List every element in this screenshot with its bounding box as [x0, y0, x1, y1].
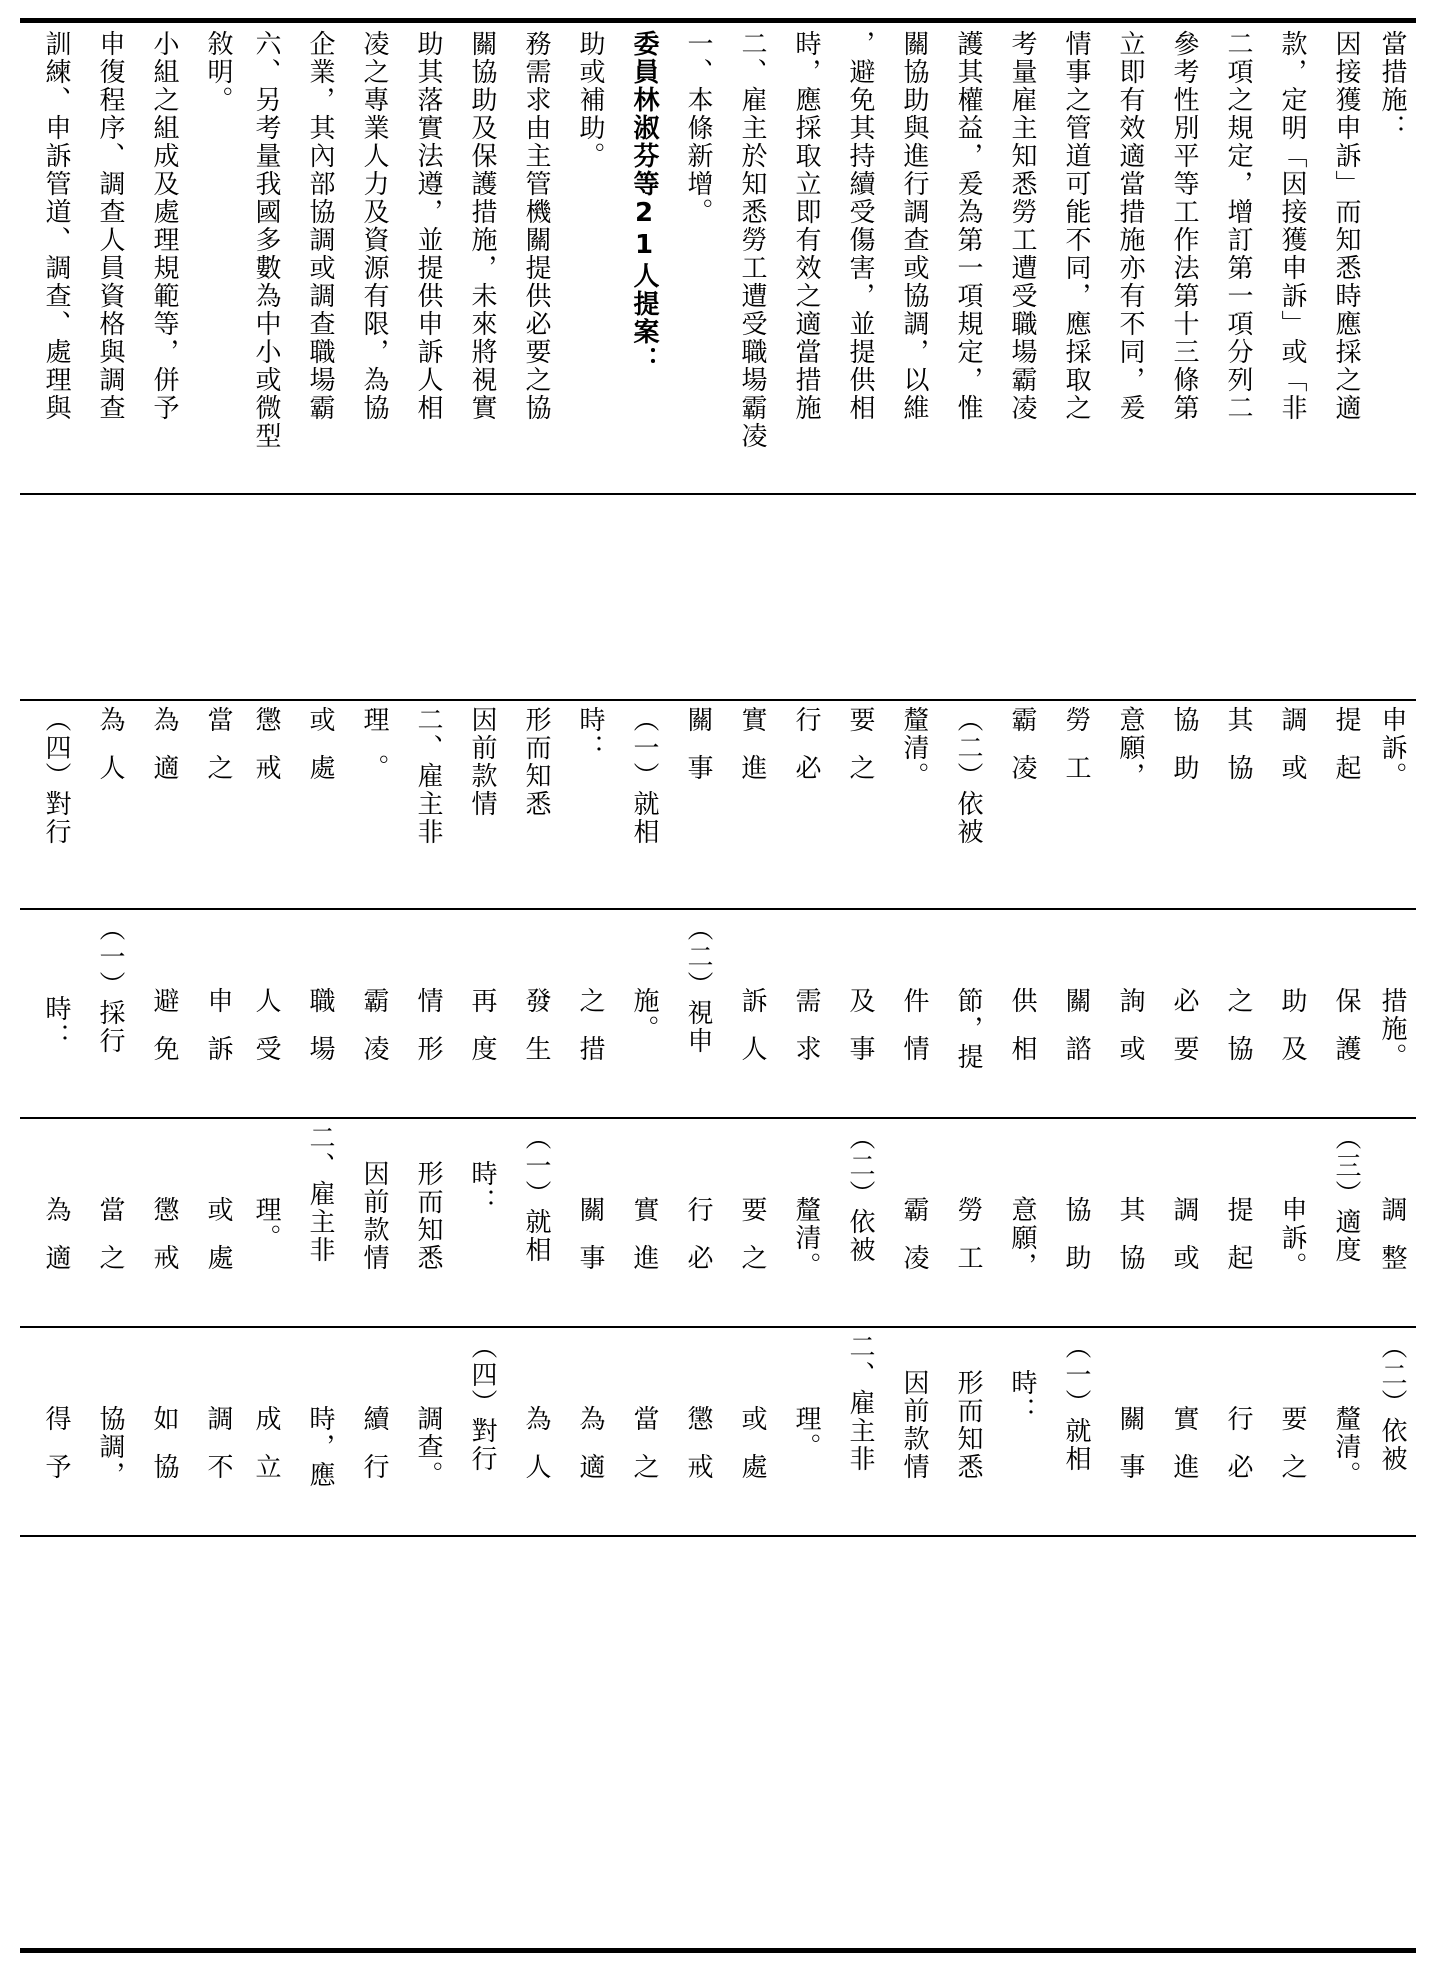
text-line: 發生: [521, 987, 551, 1083]
text-line: 措施。: [1377, 987, 1407, 1071]
text-line: 要之: [845, 706, 875, 802]
text-line: 之措: [575, 987, 605, 1083]
text-line: 申訴。: [1277, 1196, 1307, 1280]
text-line: 節，提: [953, 987, 983, 1071]
text-line: 六、另考量我國多數為中小或微型: [251, 30, 281, 450]
text-line: 勞工: [1061, 706, 1091, 802]
text-line: 關協助與進行調查或協調，以維: [899, 30, 929, 422]
text-line: 時，應: [305, 1405, 335, 1489]
text-line: （二）依被: [953, 706, 983, 846]
text-line: 二項之規定，增訂第一項分列二: [1223, 30, 1253, 422]
text-line: 情形: [413, 987, 443, 1083]
text-line: 協助: [1169, 706, 1199, 802]
text-line: 實進: [737, 706, 767, 802]
article-block-2: [20, 706, 1416, 896]
text-line: 關事: [575, 1196, 605, 1292]
text-line: 避免: [149, 987, 179, 1083]
text-line: 霸凌: [899, 1196, 929, 1292]
text-line: 如協: [149, 1405, 179, 1501]
proposal-heading: 委員林淑芬等21人提案：: [629, 30, 659, 374]
text-line: 或處: [203, 1196, 233, 1292]
text-line: （一）就相: [1061, 1333, 1091, 1473]
text-line: （二）依被: [1377, 1333, 1407, 1473]
text-line: 提起: [1331, 706, 1361, 802]
text-line: 時，應採取立即有效之適當措施: [791, 30, 821, 422]
text-line: 時：: [1007, 1369, 1037, 1425]
text-line: 保護: [1331, 987, 1361, 1083]
text-line: 情事之管道可能不同，應採取之: [1061, 30, 1091, 422]
text-line: 意願，: [1007, 1196, 1037, 1280]
text-line: 形而知悉: [521, 706, 551, 818]
top-border: [20, 18, 1416, 23]
text-line: （三）適度: [1331, 1124, 1361, 1264]
text-line: 及事: [845, 987, 875, 1083]
text-line: 釐清。: [1331, 1405, 1361, 1489]
text-line: 形而知悉: [413, 1160, 443, 1272]
text-line: 考量雇主知悉勞工遭受職場霸凌: [1007, 30, 1037, 422]
text-line: 理。: [359, 706, 389, 802]
text-line: 再度: [467, 987, 497, 1083]
text-line: 因前款情: [359, 1160, 389, 1272]
bottom-border: [20, 1948, 1416, 1953]
text-line: 助或補助。: [575, 30, 605, 170]
text-line: 協助: [1061, 1196, 1091, 1292]
text-line: 詢或: [1115, 987, 1145, 1083]
explanation-block: [20, 30, 1416, 485]
text-line: 釐清。: [791, 1196, 821, 1280]
text-line: 之協: [1223, 987, 1253, 1083]
text-line: （二）視申: [683, 915, 713, 1055]
text-line: 護其權益，爰為第一項規定，惟: [953, 30, 983, 422]
text-line: 理。: [791, 1405, 821, 1461]
text-line: 小組之組成及處理規範等，併予: [149, 30, 179, 422]
text-line: 時：: [575, 706, 605, 762]
text-line: （四）對行: [41, 706, 71, 846]
text-line: 要之: [737, 1196, 767, 1292]
text-line: 務需求由主管機關提供必要之協: [521, 30, 551, 422]
text-line: 或處: [737, 1405, 767, 1501]
text-line: 實進: [629, 1196, 659, 1292]
text-line: 行必: [791, 706, 821, 802]
text-line: 意願，: [1115, 706, 1145, 790]
text-line: 懲戒: [683, 1405, 713, 1501]
text-line: 因接獲申訴」而知悉時應採之適: [1331, 30, 1361, 422]
text-line: 時：: [467, 1160, 497, 1216]
text-line: 二、雇主非: [413, 706, 443, 846]
text-line: 為人: [95, 706, 125, 802]
text-line: 霸凌: [1007, 706, 1037, 802]
text-line: 霸凌: [359, 987, 389, 1083]
text-line: 需求: [791, 987, 821, 1083]
text-line: 行必: [683, 1196, 713, 1292]
text-line: 當之: [629, 1405, 659, 1501]
text-line: 敘明。: [203, 30, 233, 114]
text-line: 職場: [305, 987, 335, 1083]
text-line: 釐清。: [899, 706, 929, 790]
text-line: 二、雇主於知悉勞工遭受職場霸凌: [737, 30, 767, 450]
text-line: （四）對行: [467, 1333, 497, 1473]
text-line: 二、雇主非: [845, 1333, 875, 1473]
text-line: 理。: [251, 1196, 281, 1252]
text-line: 要之: [1277, 1405, 1307, 1501]
text-line: 得予: [41, 1405, 71, 1501]
text-line: 調或: [1277, 706, 1307, 802]
text-line: 為適: [575, 1405, 605, 1501]
text-line: 關事: [1115, 1405, 1145, 1501]
text-line: 關事: [683, 706, 713, 802]
text-line: 提起: [1223, 1196, 1253, 1292]
text-line: 訓練、申訴管道、調查、處理與: [41, 30, 71, 422]
text-line: 為適: [149, 706, 179, 802]
text-line: 件情: [899, 987, 929, 1083]
text-line: 施。: [629, 987, 659, 1043]
text-line: 調不: [203, 1405, 233, 1501]
text-line: ，避免其持續受傷害，並提供相: [845, 30, 875, 422]
row-divider-3: [20, 908, 1416, 910]
text-line: （二）依被: [845, 1124, 875, 1264]
text-line: 款，定明「因接獲申訴」或「非: [1277, 30, 1307, 422]
text-line: 供相: [1007, 987, 1037, 1083]
text-line: （一）採行: [95, 915, 125, 1055]
article-block-5: [20, 1333, 1416, 1523]
text-line: 懲戒: [149, 1196, 179, 1292]
text-line: 申復程序、調查人員資格與調查: [95, 30, 125, 422]
text-line: 勞工: [953, 1196, 983, 1292]
text-line: 協調，: [95, 1405, 125, 1489]
text-line: 行必: [1223, 1405, 1253, 1501]
text-line: 關協助及保護措施，未來將視實: [467, 30, 497, 422]
text-line: 申訴。: [1377, 706, 1407, 790]
article-block-3: [20, 915, 1416, 1105]
text-line: 一、本條新增。: [683, 30, 713, 226]
text-line: 調整: [1377, 1196, 1407, 1292]
article-block-4: [20, 1124, 1416, 1314]
text-line: 關諮: [1061, 987, 1091, 1083]
text-line: 申訴: [203, 987, 233, 1083]
text-line: （一）就相: [629, 706, 659, 846]
text-line: 形而知悉: [953, 1369, 983, 1481]
text-line: 參考性別平等工作法第十三條第: [1169, 30, 1199, 422]
text-line: 續行: [359, 1405, 389, 1501]
text-line: 其協: [1223, 706, 1253, 802]
text-line: 人受: [251, 987, 281, 1083]
row-divider-1: [20, 493, 1416, 495]
text-line: 當措施：: [1377, 30, 1407, 142]
text-line: 為人: [521, 1405, 551, 1501]
text-line: 訴人: [737, 987, 767, 1083]
text-line: 因前款情: [467, 706, 497, 818]
text-line: 助及: [1277, 987, 1307, 1083]
row-divider-2: [20, 699, 1416, 701]
text-line: 當之: [95, 1196, 125, 1292]
text-line: 二、雇主非: [305, 1124, 335, 1264]
text-line: 時：: [41, 995, 71, 1051]
text-line: 其協: [1115, 1196, 1145, 1292]
text-line: 助其落實法遵，並提供申訴人相: [413, 30, 443, 422]
text-line: 因前款情: [899, 1369, 929, 1481]
text-line: 實進: [1169, 1405, 1199, 1501]
text-line: 企業，其內部協調或調查職場霸: [305, 30, 335, 422]
text-line: 成立: [251, 1405, 281, 1501]
text-line: 調或: [1169, 1196, 1199, 1292]
text-line: 調查。: [413, 1405, 443, 1489]
text-line: 為適: [41, 1196, 71, 1292]
text-line: （一）就相: [521, 1124, 551, 1264]
text-line: 當之: [203, 706, 233, 802]
text-line: 必要: [1169, 987, 1199, 1083]
text-line: 凌之專業人力及資源有限，為協: [359, 30, 389, 422]
text-line: 懲戒: [251, 706, 281, 802]
text-line: 立即有效適當措施亦有不同，爰: [1115, 30, 1145, 422]
text-line: 或處: [305, 706, 335, 802]
